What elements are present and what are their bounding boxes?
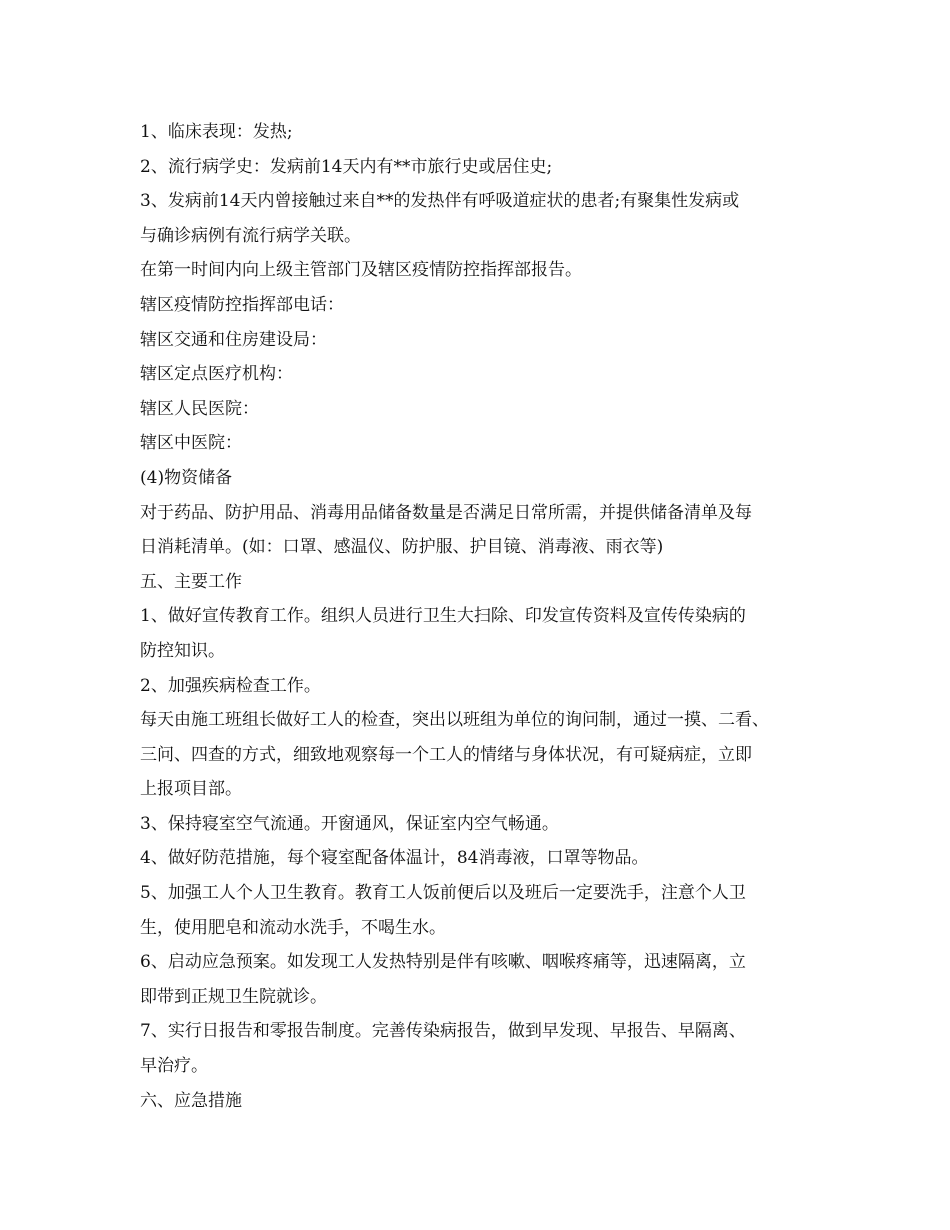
section-subheading: (4)物资储备 <box>140 467 233 488</box>
text-line: 在第一时间内向上级主管部门及辖区疫情防控指挥部报告。 <box>140 260 582 281</box>
text-line: 三问、四查的方式，细致地观察每一个工人的情绪与身体状况，有可疑病症，立即 <box>140 744 752 765</box>
text-line: 每天由施工班组长做好工人的检查，突出以班组为单位的询问制，通过一摸、二看、 <box>140 710 769 731</box>
text-line: 5、加强工人个人卫生教育。教育工人饭前便后以及班后一定要洗手，注意个人卫 <box>140 883 746 904</box>
text-line: 防控知识。 <box>140 640 225 661</box>
text-line: 早治疗。 <box>140 1056 208 1077</box>
text-line: 辖区人民医院： <box>140 398 259 419</box>
text-line: 对于药品、防护用品、消毒用品储备数量是否满足日常所需，并提供储备清单及每 <box>140 502 752 523</box>
text-line: 日消耗清单。(如：口罩、感温仪、防护服、护目镜、消毒液、雨衣等) <box>140 537 664 558</box>
section-heading: 六、应急措施 <box>140 1090 242 1111</box>
text-line: 1、临床表现：发热; <box>140 122 293 142</box>
section-heading: 五、主要工作 <box>140 571 242 592</box>
text-line: 3、发病前14天内曾接触过来自**的发热伴有呼吸道症状的患者;有聚集性发病或 <box>140 191 740 212</box>
text-line: 1、做好宣传教育工作。组织人员进行卫生大扫除、印发宣传资料及宣传传染病的 <box>140 606 746 627</box>
text-line: 6、启动应急预案。如发现工人发热特别是伴有咳嗽、咽喉疼痛等，迅速隔离，立 <box>140 952 746 973</box>
text-line: 7、实行日报告和零报告制度。完善传染病报告，做到早发现、早报告、早隔离、 <box>140 1021 746 1042</box>
text-line: 辖区疫情防控指挥部电话： <box>140 294 344 315</box>
text-line: 辖区中医院： <box>140 433 242 454</box>
text-line: 辖区定点医疗机构： <box>140 364 293 385</box>
text-line: 上报项目部。 <box>140 779 242 800</box>
text-line: 2、加强疾病检查工作。 <box>140 675 321 696</box>
text-line: 生，使用肥皂和流动水洗手，不喝生水。 <box>140 917 446 938</box>
text-line: 即带到正规卫生院就诊。 <box>140 986 327 1007</box>
text-line: 3、保持寝室空气流通。开窗通风，保证室内空气畅通。 <box>140 813 559 834</box>
text-line: 与确诊病例有流行病学关联。 <box>140 225 361 246</box>
document-body <box>140 115 830 1118</box>
text-line: 4、做好防范措施，每个寝室配备体温计，84消毒液，口罩等物品。 <box>140 848 649 869</box>
text-line: 辖区交通和住房建设局： <box>140 329 327 350</box>
text-line: 2、流行病学史：发病前14天内有**市旅行史或居住史; <box>140 156 553 177</box>
